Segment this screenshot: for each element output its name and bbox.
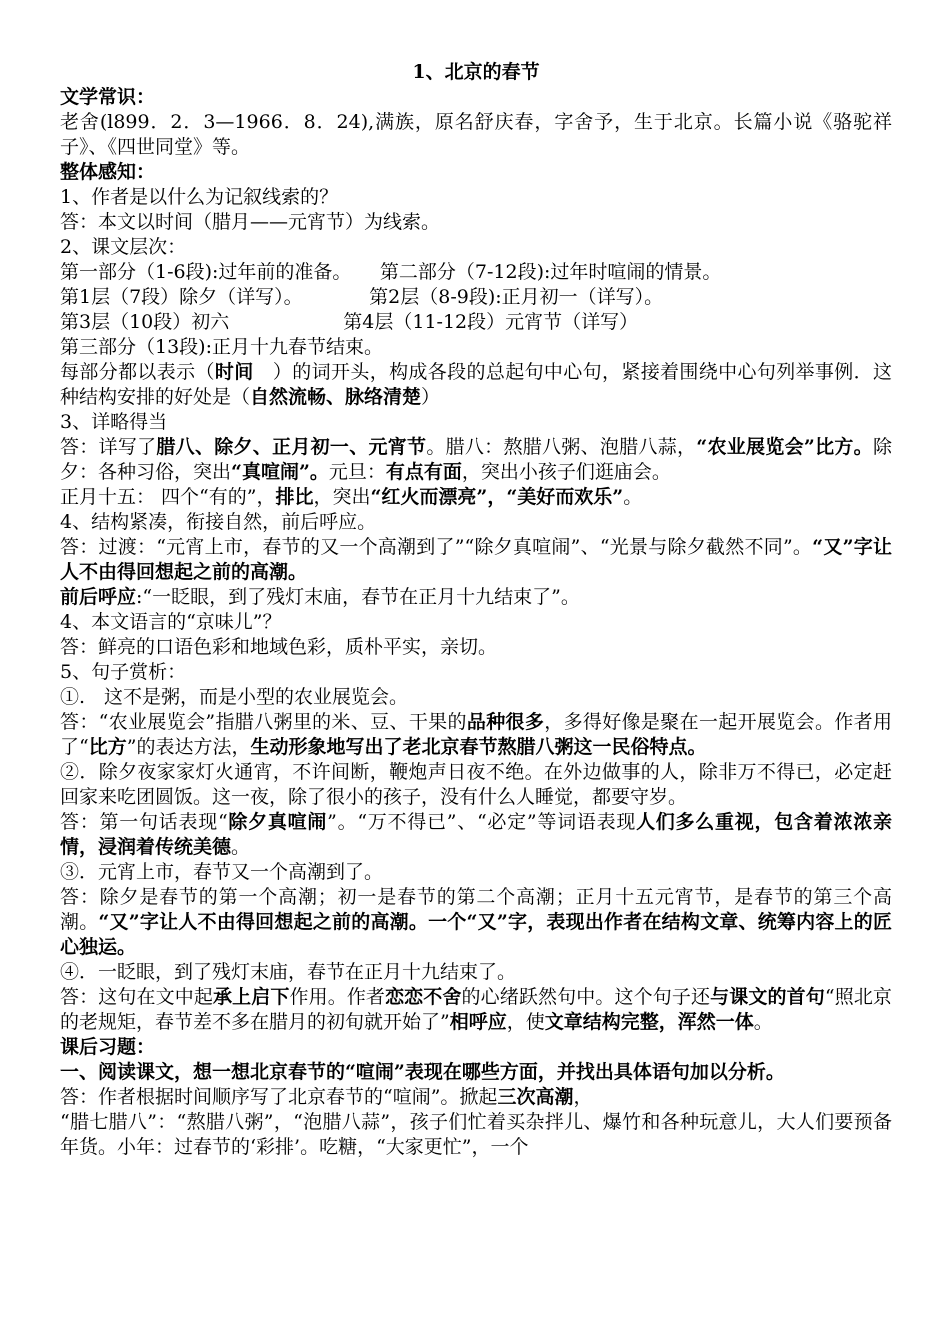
bold-text: 文学常识： (60, 86, 156, 108)
text-span: ， (573, 1086, 593, 1108)
text-span: :“一眨眼，到了残灯末庙，春节在正月十九结束了”。 (136, 586, 580, 608)
text-span: 答：除夕是春节的第一个高潮；初一是春节的第二个高潮；正月十五元宵节，是春节的第三个高潮。 (60, 886, 892, 933)
text-span: 。 (753, 1011, 773, 1033)
text-span: 作用。作者 (289, 986, 386, 1008)
text-span: 4、结构紧凑，衔接自然，前后呼应。 (60, 511, 377, 533)
paragraph (60, 410, 892, 435)
paragraph (60, 635, 892, 660)
paragraph (60, 435, 892, 485)
bold-text: “真喧闹”。 (231, 461, 329, 483)
paragraph (60, 1060, 892, 1085)
paragraph (60, 1085, 892, 1110)
bold-text: 生动形象地写出了老北京春节熬腊八粥这一民俗特点。 (250, 736, 707, 758)
bold-text: 比方 (88, 736, 127, 758)
bold-text: 三次高潮 (497, 1086, 574, 1108)
paragraph (60, 960, 892, 985)
text-span: 。 (231, 836, 251, 858)
paragraph (60, 985, 892, 1035)
bold-text: 前后呼应 (60, 586, 137, 608)
text-span: 答：“农业展览会”指腊八粥里的米、豆、干果的 (60, 711, 467, 733)
paragraph (60, 85, 892, 110)
bold-text: 自然流畅、脉络清楚 (250, 386, 422, 408)
bold-text: “又”字让人不由得回想起之前的高潮。一个“又”字，表现出作者在结构文章、统筹内容上的匠心独运。 (60, 911, 892, 958)
paragraph (60, 610, 892, 635)
paragraph (60, 360, 892, 410)
paragraph (60, 485, 892, 510)
text-span: ，使 (506, 1011, 545, 1033)
bold-text: “又”字让人不由得回想起之前的高潮。 (60, 536, 892, 583)
bold-text: 一、阅读课文，想一想北京春节的“喧闹”表现在哪些方面，并找出具体语句加以分析。 (60, 1061, 785, 1083)
text-span: 答：作者根据时间顺序写了北京春节的“喧闹”。掀起 (60, 1086, 498, 1108)
paragraph (60, 585, 892, 610)
bold-text: 与课文的首句 (710, 986, 825, 1008)
text-span: 元旦： (328, 461, 386, 483)
bold-text: 时间 (214, 361, 254, 383)
text-span: ②．除夕夜家家灯火通宵，不许间断，鞭炮声日夜不绝。在外边做事的人，除非万不得已，必定赶回家来吃团圆饭。这一夜，除了很小的孩子，没有什么人睡觉，都要守岁。 (60, 761, 892, 808)
text-span: 答：详写了 (60, 436, 157, 458)
text-span: 答：过渡：“元宵上市，春节的又一个高潮到了”“除夕真喧闹”、“光景与除夕截然不同”。 (60, 536, 813, 558)
text-span: “照北京的老规矩，春节差不多在腊月的初旬就开始了” (60, 986, 892, 1033)
bold-text: “红火而漂亮”，“美好而欢乐” (370, 486, 624, 508)
text-span: 第三部分（13段):正月十九春节结束。 (60, 336, 383, 358)
text-span: 2、课文层次： (60, 236, 187, 258)
paragraph (60, 160, 892, 185)
paragraph (60, 235, 892, 260)
text-span: 第1层（7段）除夕（详写）。 第2层（8-9段):正月初一（详写）。 (60, 286, 664, 308)
bold-text: 排比 (275, 486, 314, 508)
text-span: “腊七腊八”：“熬腊八粥”，“泡腊八蒜”，孩子们忙着买杂拌儿、爆竹和各种玩意儿，大人们要预备年货。小年：过春节的‘彩排’。吃糖，“大家更忙”，一个 (60, 1111, 892, 1158)
text-span: ）的词开头，构成各段的总起句中心句，紧接着围绕中心句列举事例．这种结构安排的好处是（ (60, 361, 892, 408)
text-span: ③．元宵上市，春节又一个高潮到了。 (60, 861, 384, 883)
text-span: 每部分都以表示（ (60, 361, 215, 383)
text-span: 答：第一句话表现“ (60, 811, 228, 833)
text-span: ①. 这不是粥，而是小型的农业展览会。 (60, 686, 409, 708)
bold-text: 人们多么重视，包含着浓浓亲情，浸润着传统美德 (60, 811, 892, 858)
text-span: 的心绪跃然句中。这个句子还 (461, 986, 711, 1008)
bold-text: 承上启下 (212, 986, 290, 1008)
text-span: ”。“万不得已”、“必定”等词语表现 (327, 811, 637, 833)
bold-text: 相呼应 (449, 1011, 507, 1033)
text-span: ，突出 (313, 486, 371, 508)
paragraph (60, 1035, 892, 1060)
paragraph (60, 510, 892, 535)
paragraph (60, 260, 892, 285)
text-span: ④．一眨眼，到了残灯末庙，春节在正月十九结束了。 (60, 961, 517, 983)
bold-text: 恋恋不舍 (385, 986, 462, 1008)
text-span: 4、本文语言的“京味儿”？ (60, 611, 282, 633)
paragraph (60, 310, 892, 335)
paragraph (60, 685, 892, 710)
text-span: 第3层（10段）初六 第4层（11-12段）元宵节（详写） (60, 311, 639, 333)
paragraph (60, 185, 892, 210)
text-span: ，多得好像是聚在一起开展览会。作者用了“ (60, 711, 892, 758)
bold-text: 有点有面 (385, 461, 462, 483)
document-page (60, 60, 892, 1160)
text-span: 第一部分（1-6段):过年前的准备。 第二部分（7-12段):过年时喧闹的情景。 (60, 261, 722, 283)
bold-text: 文章结构完整，浑然一体 (544, 1011, 754, 1033)
paragraph (60, 710, 892, 760)
text-span: 1、作者是以什么为记叙线索的？ (60, 186, 339, 208)
text-span: 除夕：各种习俗，突出 (60, 436, 892, 483)
text-span: ”的表达方法， (126, 736, 251, 758)
document-title: 1、北京的春节 (412, 61, 540, 83)
bold-text: 整体感知： (60, 161, 156, 183)
paragraph (60, 210, 892, 235)
bold-text: 腊八、除夕、正月初一、元宵节 (156, 436, 427, 458)
text-span: 答：鲜亮的口语色彩和地域色彩，质朴平实，亲切。 (60, 636, 498, 658)
paragraph (60, 810, 892, 860)
paragraph (60, 535, 892, 585)
text-span: 5、句子赏析： (60, 661, 187, 683)
paragraph (60, 285, 892, 310)
text-span: 老舍(l899．2．3—1966．8．24),满族，原名舒庆春，字舍予，生于北京。长篇小说《骆驼祥子》、《四世同堂》等。 (60, 111, 892, 158)
text-span: 答：本文以时间（腊月——元宵节）为线索。 (60, 211, 441, 233)
bold-text: 品种很多 (466, 711, 545, 733)
text-span: 答：这句在文中起 (60, 986, 213, 1008)
paragraph (60, 335, 892, 360)
paragraph (60, 760, 892, 810)
paragraph (60, 885, 892, 960)
paragraph (60, 110, 892, 160)
document-body (60, 85, 892, 1160)
text-span: 3、详略得当 (60, 411, 168, 433)
text-span: 。 (623, 486, 643, 508)
text-span: 正月十五： 四个“有的”， (60, 486, 276, 508)
paragraph (60, 1110, 892, 1160)
text-span: 。腊八：熬腊八粥、泡腊八蒜， (426, 436, 697, 458)
paragraph (60, 860, 892, 885)
text-span: ） (421, 386, 441, 408)
text-span: ，突出小孩子们逛庙会。 (461, 461, 671, 483)
paragraph (60, 660, 892, 685)
bold-text: “农业展览会”比方。 (696, 436, 873, 458)
bold-text: 除夕真喧闹 (227, 811, 328, 833)
bold-text: 课后习题： (60, 1036, 156, 1058)
